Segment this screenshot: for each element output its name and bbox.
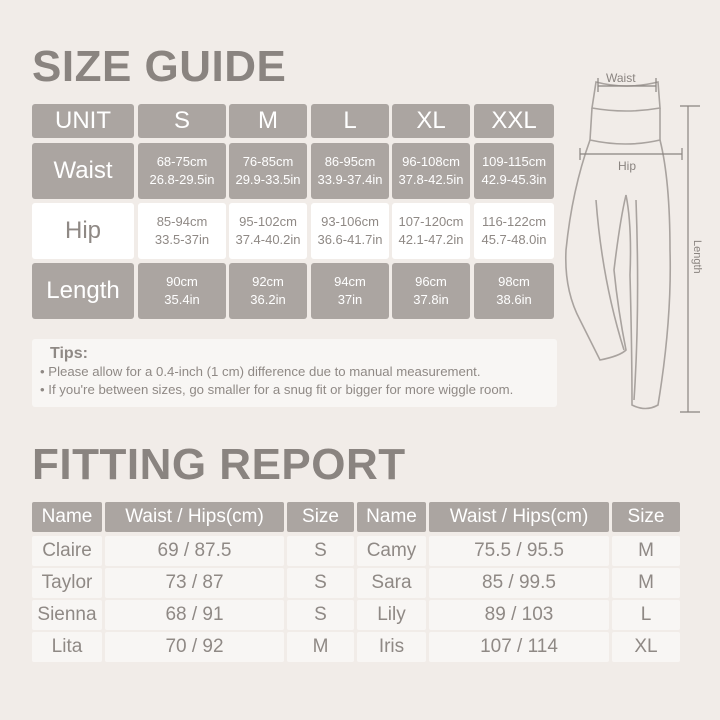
metric-value: 94cm bbox=[334, 274, 366, 289]
imperial-value: 33.9-37.4in bbox=[317, 172, 383, 187]
report-size-cell: S bbox=[287, 568, 354, 598]
size-value-cell bbox=[229, 143, 307, 199]
size-header-cell: M bbox=[229, 104, 307, 138]
imperial-value: 37.8in bbox=[413, 292, 449, 307]
imperial-value: 33.5-37in bbox=[154, 232, 210, 247]
report-name-cell: Sienna bbox=[32, 600, 102, 630]
size-value-cell bbox=[474, 143, 554, 199]
report-size-cell: M bbox=[612, 568, 680, 598]
size-header-cell: UNIT bbox=[32, 104, 134, 138]
report-measure-cell: 75.5 / 95.5 bbox=[429, 536, 609, 566]
report-size-cell: S bbox=[287, 600, 354, 630]
metric-value: 96cm bbox=[415, 274, 447, 289]
report-measure-cell: 73 / 87 bbox=[105, 568, 284, 598]
metric-value: 92cm bbox=[252, 274, 284, 289]
metric-value: 90cm bbox=[166, 274, 198, 289]
report-name-cell: Lita bbox=[32, 632, 102, 662]
size-value-cell bbox=[474, 203, 554, 259]
tip-item: • Please allow for a 0.4-inch (1 cm) difference due to manual measurement. bbox=[40, 363, 547, 381]
size-value-cell bbox=[229, 203, 307, 259]
size-header-cell: S bbox=[138, 104, 226, 138]
imperial-value: 42.9-45.3in bbox=[481, 172, 547, 187]
report-name-cell: Lily bbox=[357, 600, 426, 630]
report-header-cell: Size bbox=[612, 502, 680, 532]
imperial-value: 45.7-48.0in bbox=[481, 232, 547, 247]
report-measure-cell: 107 / 114 bbox=[429, 632, 609, 662]
size-header-cell: XXL bbox=[474, 104, 554, 138]
size-value-cell bbox=[229, 263, 307, 319]
tip-item: • If you're between sizes, go smaller for a snug fit or bigger for more wiggle room. bbox=[40, 381, 547, 399]
report-measure-cell: 68 / 91 bbox=[105, 600, 284, 630]
metric-value: 68-75cm bbox=[156, 154, 208, 169]
report-measure-cell: 69 / 87.5 bbox=[105, 536, 284, 566]
metric-value: 76-85cm bbox=[242, 154, 294, 169]
size-value-cell bbox=[138, 203, 226, 259]
imperial-value: 35.4in bbox=[164, 292, 200, 307]
leggings-diagram bbox=[560, 60, 710, 420]
size-value-cell bbox=[392, 263, 470, 319]
report-size-cell: M bbox=[612, 536, 680, 566]
imperial-value: 26.8-29.5in bbox=[149, 172, 215, 187]
imperial-value: 36.2in bbox=[250, 292, 286, 307]
size-header-cell: XL bbox=[392, 104, 470, 138]
size-value-cell bbox=[311, 143, 389, 199]
hip-diagram-label: Hip bbox=[618, 159, 637, 173]
metric-value: 116-122cm bbox=[481, 214, 547, 229]
report-name-cell: Camy bbox=[357, 536, 426, 566]
metric-value: 96-108cm bbox=[402, 154, 460, 169]
report-measure-cell: 89 / 103 bbox=[429, 600, 609, 630]
report-measure-cell: 85 / 99.5 bbox=[429, 568, 609, 598]
metric-value: 95-102cm bbox=[239, 214, 297, 229]
imperial-value: 37in bbox=[337, 292, 363, 307]
report-size-cell: M bbox=[287, 632, 354, 662]
fitting-report-title: FITTING REPORT bbox=[32, 440, 406, 489]
size-row-label: Hip bbox=[32, 203, 134, 259]
metric-value: 107-120cm bbox=[398, 214, 464, 229]
report-size-cell: XL bbox=[612, 632, 680, 662]
metric-value: 98cm bbox=[498, 274, 530, 289]
waist-diagram-label: Waist bbox=[606, 71, 636, 85]
report-name-cell: Iris bbox=[357, 632, 426, 662]
size-value-cell bbox=[474, 263, 554, 319]
size-value-cell bbox=[138, 143, 226, 199]
size-row-label: Length bbox=[32, 263, 134, 319]
imperial-value: 36.6-41.7in bbox=[317, 232, 383, 247]
report-header-cell: Name bbox=[357, 502, 426, 532]
metric-value: 86-95cm bbox=[324, 154, 376, 169]
size-guide-title: SIZE GUIDE bbox=[32, 42, 287, 91]
imperial-value: 29.9-33.5in bbox=[235, 172, 301, 187]
report-measure-cell: 70 / 92 bbox=[105, 632, 284, 662]
report-name-cell: Sara bbox=[357, 568, 426, 598]
report-name-cell: Taylor bbox=[32, 568, 102, 598]
report-header-cell: Waist / Hips(cm) bbox=[105, 502, 284, 532]
report-header-cell: Size bbox=[287, 502, 354, 532]
size-value-cell bbox=[311, 203, 389, 259]
report-header-cell: Name bbox=[32, 502, 102, 532]
tips-box bbox=[32, 339, 557, 407]
size-value-cell bbox=[138, 263, 226, 319]
metric-value: 93-106cm bbox=[321, 214, 379, 229]
size-value-cell bbox=[392, 203, 470, 259]
imperial-value: 37.4-40.2in bbox=[235, 232, 301, 247]
size-value-cell bbox=[392, 143, 470, 199]
report-size-cell: L bbox=[612, 600, 680, 630]
report-name-cell: Claire bbox=[32, 536, 102, 566]
size-row-label: Waist bbox=[32, 143, 134, 199]
report-size-cell: S bbox=[287, 536, 354, 566]
size-header-cell: L bbox=[311, 104, 389, 138]
leggings-outline-icon bbox=[566, 82, 670, 409]
length-diagram-label: Length bbox=[691, 240, 703, 274]
report-header-cell: Waist / Hips(cm) bbox=[429, 502, 609, 532]
metric-value: 85-94cm bbox=[156, 214, 208, 229]
imperial-value: 37.8-42.5in bbox=[398, 172, 464, 187]
tips-title: Tips: bbox=[50, 345, 88, 362]
size-value-cell bbox=[311, 263, 389, 319]
metric-value: 109-115cm bbox=[481, 154, 547, 169]
imperial-value: 42.1-47.2in bbox=[398, 232, 464, 247]
imperial-value: 38.6in bbox=[496, 292, 532, 307]
